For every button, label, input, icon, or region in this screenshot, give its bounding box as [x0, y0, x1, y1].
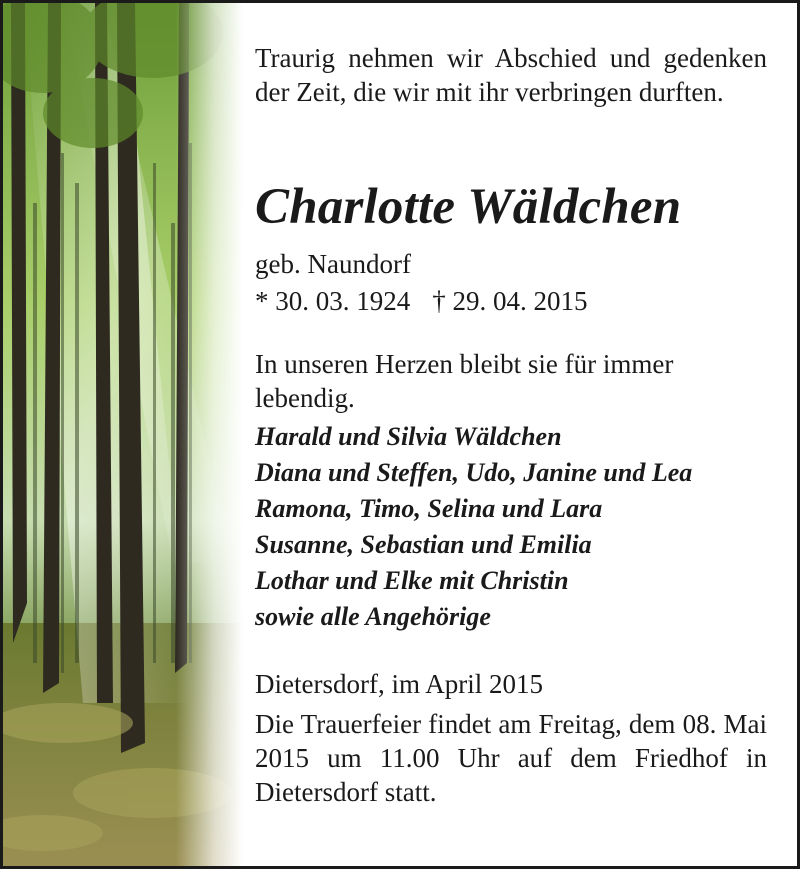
death-date: † 29. 04. 2015 [432, 286, 588, 316]
life-dates [255, 284, 767, 318]
place-date: Dietersdorf, im April 2015 [255, 669, 543, 699]
family-list [255, 419, 767, 635]
birth-name: geb. Naundorf [255, 249, 411, 279]
family-line: Susanne, Sebastian und Emilia [255, 530, 592, 559]
family-line: Diana und Steffen, Udo, Janine und Lea [255, 458, 693, 487]
deceased-name: Charlotte Wäldchen [255, 179, 682, 235]
family-line: Lothar und Elke mit Christin [255, 566, 569, 595]
notice-text [255, 41, 767, 809]
funeral-info: Die Trauerfeier findet am Freitag, dem 08. Mai 2015 um 11.00 Uhr auf dem Friedhof in Dietersdorf statt. [255, 709, 767, 807]
birth-date: * 30. 03. 1924 [255, 286, 411, 316]
family-line: Ramona, Timo, Selina und Lara [255, 494, 603, 523]
memorial-text: In unseren Herzen bleibt sie für immer lebendig. [255, 349, 674, 413]
intro-text: Traurig nehmen wir Abschied und gedenken der Zeit, die wir mit ihr verbringen durften. [255, 43, 767, 107]
family-line: sowie alle Angehörige [255, 602, 491, 631]
forest-photo [3, 3, 243, 866]
family-line: Harald und Silvia Wäldchen [255, 422, 562, 451]
